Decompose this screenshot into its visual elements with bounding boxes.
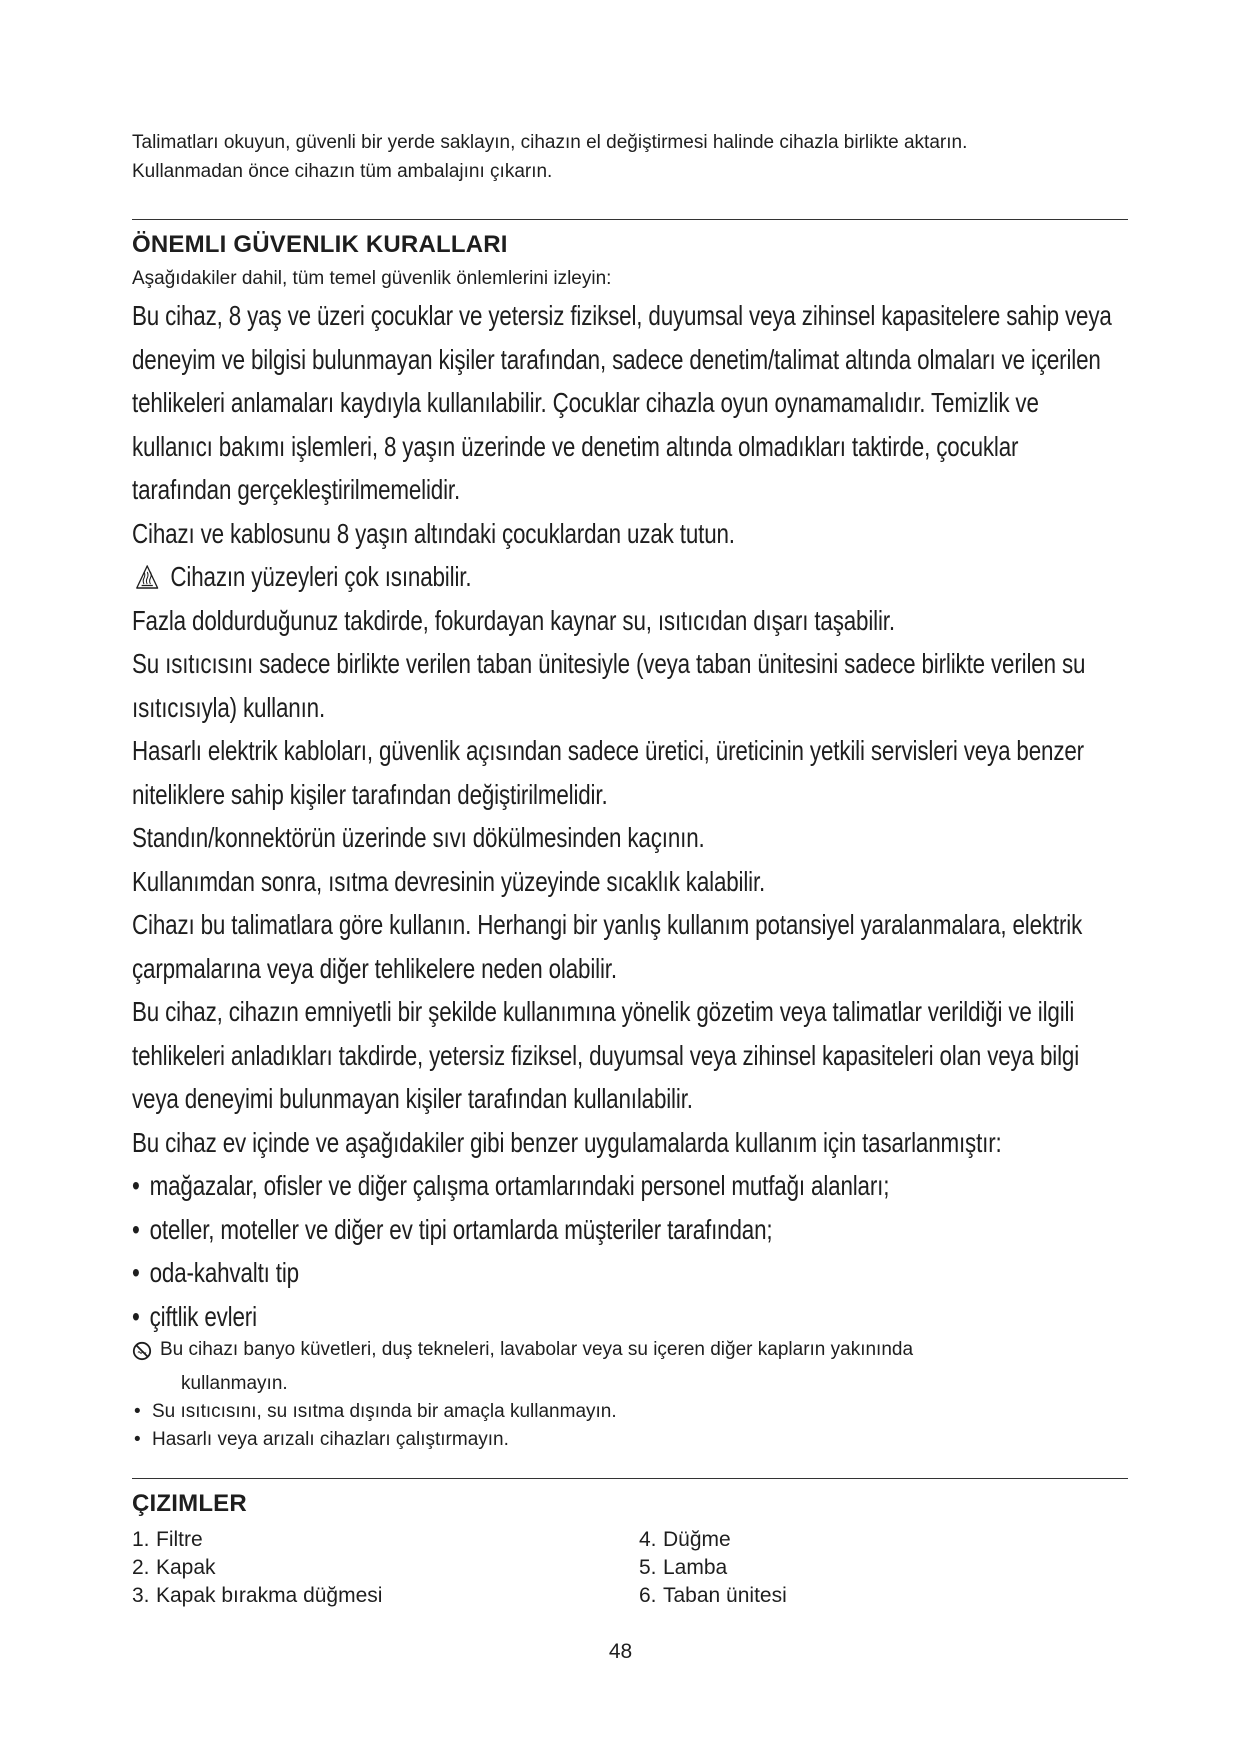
safety-text-line: ısıtıcısıyla) kullanın. [132,691,326,723]
bullet-dot: • [134,1401,141,1422]
part-label: Lamba [663,1556,728,1579]
page-number: 48 [608,1640,633,1663]
list-item-text: oteller, moteller ve diğer ev tipi ortamlarda müşteriler tarafından; [149,1213,773,1245]
safety-text-line: veya deneyimi bulunmayan kişiler tarafından kullanılabilir. [132,1083,693,1114]
part-number: 4. [639,1528,657,1551]
no-water-text: Bu cihazı banyo küvetleri, duş tekneleri, lavabolar veya su içeren diğer kapların yakınında [160,1339,914,1360]
list-item [132,1164,1128,1208]
section-divider [132,1478,1128,1479]
safety-text-line: Bu cihaz ev içinde ve aşağıdakiler gibi benzer uygulamalarda kullanım için tasarlanmıştır: [132,1126,1002,1158]
part-label: Düğme [663,1528,731,1551]
list-item [132,1295,1128,1339]
drawings-section-title: ÇIZIMLER [132,1490,247,1517]
part-item [132,1554,639,1582]
list-item [132,1208,1128,1252]
intro-line: Kullanmadan önce cihazın tüm ambalajını çıkarın. [132,161,553,182]
part-item [132,1526,639,1554]
list-item-text: Hasarlı veya arızalı cihazları çalıştırmayın. [152,1429,509,1450]
part-item [132,1582,639,1610]
part-label: Filtre [156,1528,203,1551]
hot-surface-text: Cihazın yüzeyleri çok ısınabilir. [170,561,472,592]
part-number: 5. [639,1556,657,1579]
part-item [639,1554,1039,1582]
safety-text-line: tehlikeleri anlamaları kaydıyla kullanılabilir. Çocuklar cihazla oyun oynamamalıdır. Temizlik ve [132,387,1039,418]
part-number: 3. [132,1584,150,1607]
part-number: 6. [639,1584,657,1607]
safety-text-line: Standın/konnektörün üzerinde sıvı dökülmesinden kaçının. [132,822,705,853]
part-number: 2. [132,1556,150,1579]
safety-text-line: Hasarlı elektrik kabloları, güvenlik açısından sadece üretici, üreticinin yetkili servisleri veya benzer [132,735,1084,766]
part-label: Taban ünitesi [663,1584,787,1607]
part-item [639,1582,1039,1610]
safety-text-line: Fazla doldurduğunuz takdirde, fokurdayan kaynar su, ısıtıcıdan dışarı taşabilir. [132,604,895,636]
bullet-dot: • [132,1213,140,1245]
safety-text-line: Cihazı bu talimatlara göre kullanın. Herhangi bir yanlış kullanım potansiyel yaralanmalara, elektrik [132,909,1083,940]
list-item-text: çiftlik evleri [149,1300,257,1332]
hot-surface-icon [135,564,170,590]
safety-text-line: niteliklere sahip kişiler tarafından değiştirilmelidir. [132,778,608,810]
bullet-dot: • [132,1257,140,1288]
list-item-text: oda-kahvaltı tip [149,1257,299,1288]
safety-text-line: çarpmalarına veya diğer tehlikelere neden olabilir. [132,952,617,984]
part-label: Kapak bırakma düğmesi [156,1584,383,1607]
part-label: Kapak [156,1556,216,1579]
no-water-icon [132,1336,160,1370]
list-item-text: mağazalar, ofisler ve diğer çalışma ortamlarındaki personel mutfağı alanları; [149,1170,890,1201]
section-divider [132,219,1128,220]
small-warnings [132,1336,1128,1454]
safety-text-line: Cihazı ve kablosunu 8 yaşın altındaki çocuklardan uzak tutun. [132,517,735,549]
list-item [132,1398,1128,1426]
safety-text-line: Su ısıtıcısını sadece birlikte verilen taban ünitesiyle (veya taban ünitesini sadece birlikte verilen su [132,648,1086,679]
bullet-dot: • [132,1300,140,1332]
safety-rules-body [132,294,1128,1338]
manual-page [132,128,1128,1610]
safety-text-line: kullanıcı bakımı işlemleri, 8 yaşın üzerinde ve denetim altında olmadıkları taktirde, çocuklar [132,430,1019,462]
hot-surface-warning [132,555,1128,599]
bullet-dot: • [132,1170,140,1201]
safety-section-title: ÖNEMLI GÜVENLIK KURALLARI [132,231,508,258]
safety-text-line: deneyim ve bilgisi bulunmayan kişiler tarafından, sadece denetim/talimat altında olmaları ve içerilen [132,343,1101,375]
safety-text-line: Bu cihaz, cihazın emniyetli bir şekilde kullanımına yönelik gözetim veya talimatlar verildiği ve ilgili [132,996,1075,1027]
part-item [639,1526,1039,1554]
no-water-warning [132,1336,1128,1370]
list-item [132,1426,1128,1454]
list-item-text: Su ısıtıcısını, su ısıtma dışında bir amaçla kullanmayın. [152,1401,617,1422]
safety-text-line: Kullanımdan sonra, ısıtma devresinin yüzeyinde sıcaklık kalabilir. [132,865,766,897]
safety-subtitle: Aşağıdakiler dahil, tüm temel güvenlik önlemlerini izleyin: [132,268,612,289]
safety-text-line: tarafından gerçekleştirilmemelidir. [132,474,461,505]
intro-line: Talimatları okuyun, güvenli bir yerde saklayın, cihazın el değiştirmesi halinde cihazla birlikte aktarın. [132,132,968,153]
no-water-text-continued: kullanmayın. [181,1373,288,1394]
bullet-dot: • [134,1429,141,1450]
safety-text-line: Bu cihaz, 8 yaş ve üzeri çocuklar ve yetersiz fiziksel, duyumsal veya zihinsel kapasitelere sahip veya [132,300,1112,331]
list-item [132,1251,1128,1295]
safety-text-line: tehlikeleri anladıkları takdirde, yetersiz fiziksel, duyumsal veya zihinsel kapasiteleri olan veya bilgi [132,1039,1080,1071]
intro-block [132,128,1128,186]
part-number: 1. [132,1528,150,1551]
parts-list [132,1526,1128,1610]
